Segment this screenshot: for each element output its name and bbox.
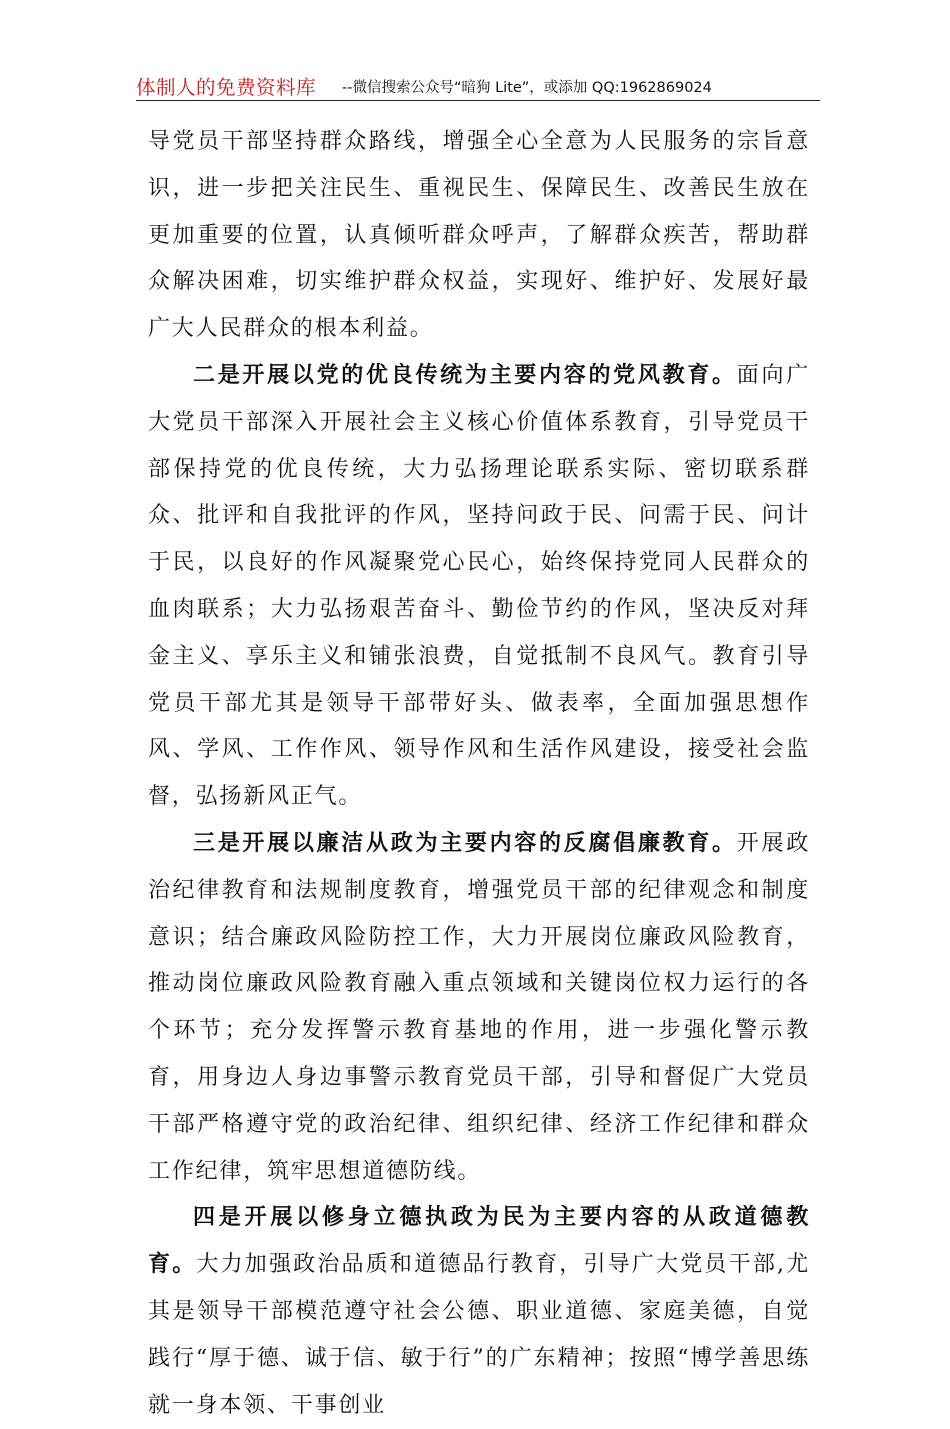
document-body [148, 119, 810, 1429]
paragraph-heading: 四是开展以修身立德执政为民为主要内容的从政道德教育。 [148, 1205, 810, 1278]
paragraph-2 [148, 353, 810, 821]
paragraph-text: 大力加强政治品质和道德品行教育，引导广大党员干部,尤其是领导干部模范遵守社会公德、职业道德、家庭美德，自觉践行“厚于德、诚于信、敏于行”的广东精神；按照“博学善思练就一身本领、干事创业 [148, 1252, 810, 1418]
paragraph-text: 导党员干部坚持群众路线，增强全心全意为人民服务的宗旨意识，进一步把关注民生、重视民生、保障民生、改善民生放在更加重要的位置，认真倾听群众呼声，了解群众疾苦，帮助群众解决困难，切实维护群众权益，实现好、维护好、发展好最广大人民群众的根本利益。 [148, 129, 810, 342]
page-header [136, 72, 820, 101]
paragraph-4 [148, 1195, 810, 1429]
paragraph-text: 开展政治纪律教育和法规制度教育，增强党员干部的纪律观念和制度意识；结合廉政风险防控工作，大力开展岗位廉政风险教育，推动岗位廉政风险教育融入重点领域和关键岗位权力运行的各个环节；充分发挥警示教育基地的作用，进一步强化警示教育，用身边人身边事警示教育党员干部，引导和督促广大党员干部严格遵守党的政治纪律、组织纪律、经济工作纪律和群众工作纪律，筑牢思想道德防线。 [148, 830, 810, 1184]
paragraph-text: 面向广大党员干部深入开展社会主义核心价值体系教育，引导党员干部保持党的优良传统，大力弘扬理论联系实际、密切联系群众、批评和自我批评的作风，坚持问政于民、问需于民、问计于民，以良好的作风凝聚党心民心，始终保持党同人民群众的血肉联系；大力弘扬艰苦奋斗、勤俭节约的作风，坚决反对拜金主义、享乐主义和铺张浪费，自觉抵制不良风气。教育引导党员干部尤其是领导干部带好头、做表率，全面加强思想作风、学风、工作作风、领导作风和生活作风建设，接受社会监督，弘扬新风正气。 [148, 362, 810, 810]
header-brand-title: 体制人的免费资料库 [136, 76, 317, 99]
paragraph-3 [148, 821, 810, 1195]
paragraph-heading: 二是开展以党的优良传统为主要内容的党风教育。 [193, 362, 737, 388]
paragraph-1 [148, 119, 810, 353]
header-contact-note: --微信搜索公众号“暗狗 Lite”，或添加 QQ:1962869024 [342, 80, 712, 96]
paragraph-heading: 三是开展以廉洁从政为主要内容的反腐倡廉教育。 [193, 830, 737, 856]
